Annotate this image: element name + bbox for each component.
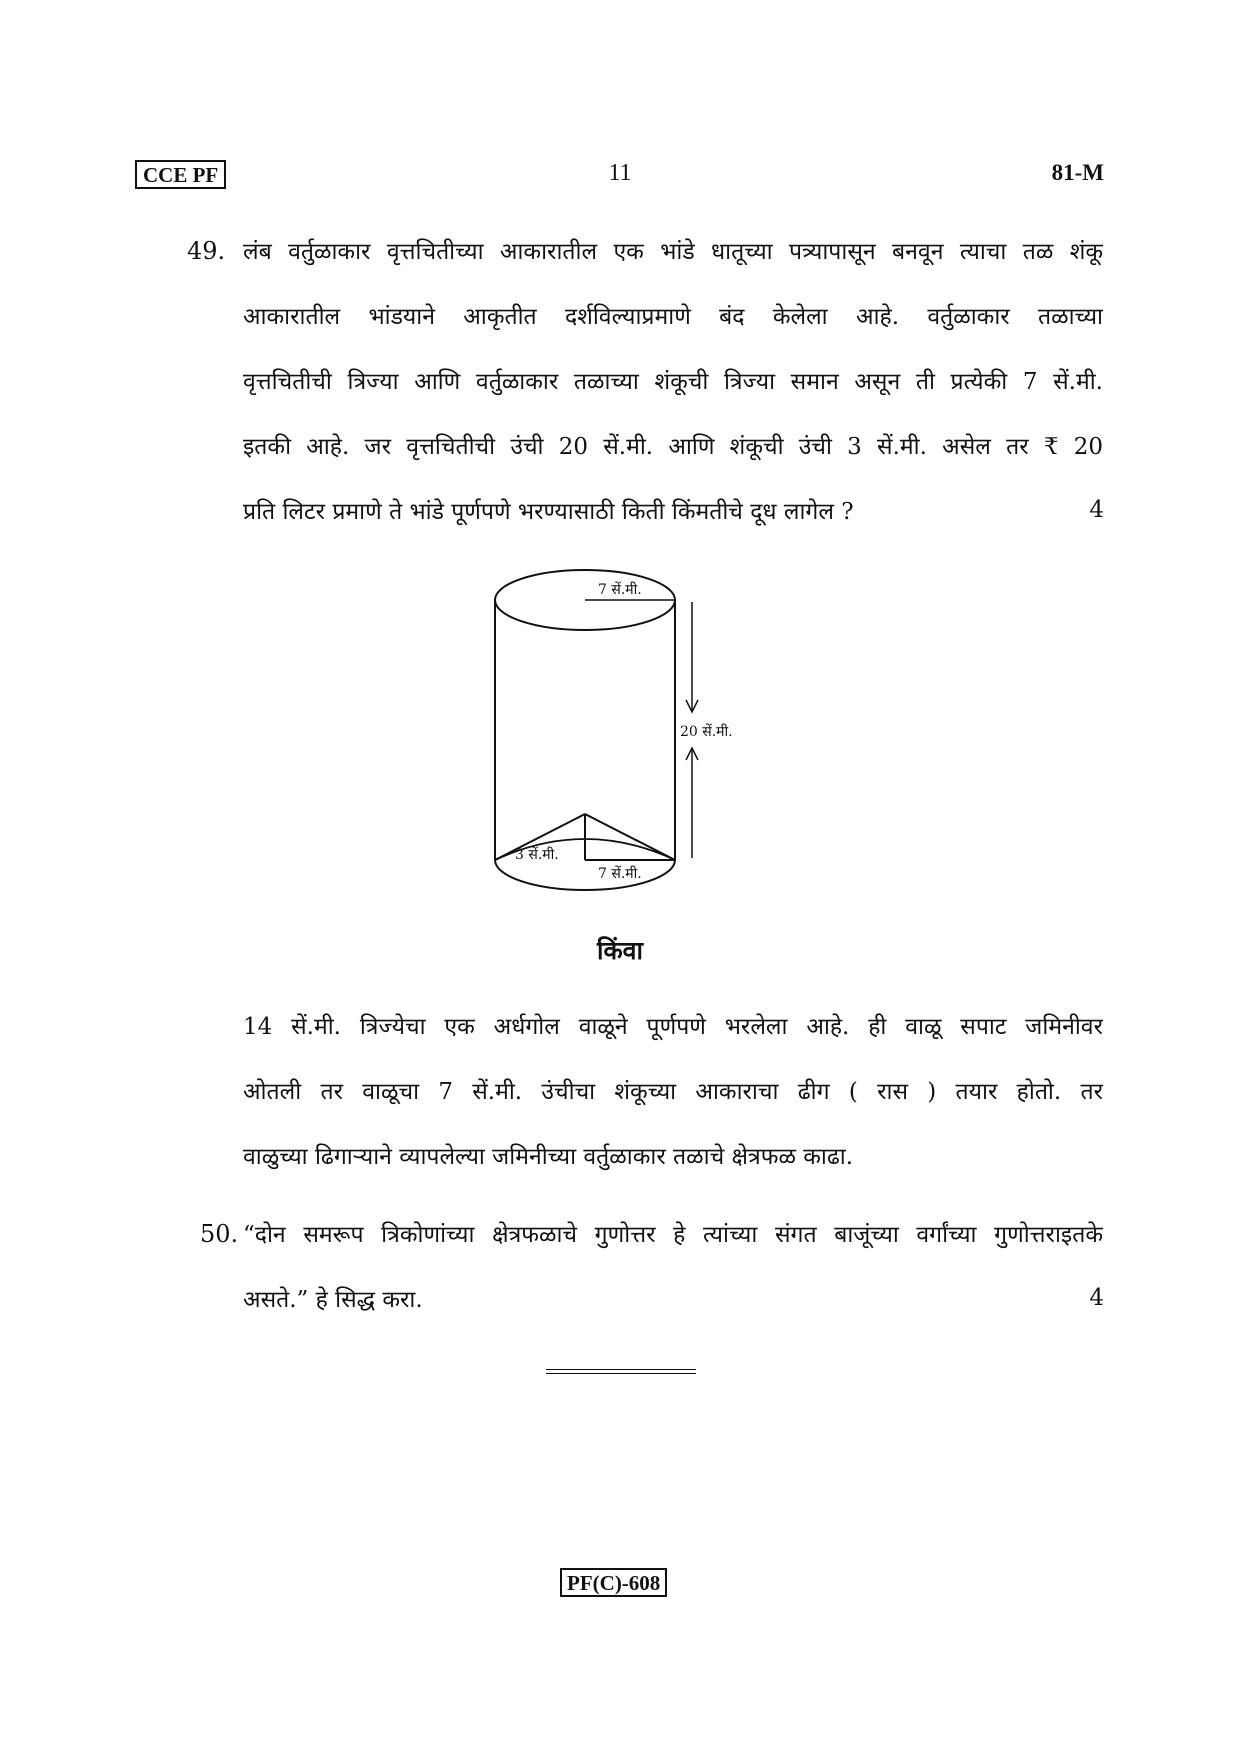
question-50-line-2: असते.” हे सिद्ध करा.	[243, 1287, 423, 1313]
question-50-line-1: “दोन समरूप त्रिकोणांच्या क्षेत्रफळाचे गुणोत्तर हे त्यांच्या संगत बाजूंच्या वर्गांच्या गुणोत्तराइतके	[243, 1222, 1103, 1248]
question-50-number: 50.	[200, 1220, 239, 1248]
question-49-line-2: आकारातील भांडयाने आकृतीत दर्शविल्याप्रमाणे बंद केलेला आहे. वर्तुळाकार तळाच्या	[243, 304, 1103, 330]
question-50-marks: 4	[1089, 1285, 1104, 1311]
cylinder-cone-figure	[470, 560, 770, 900]
page-number: 11	[608, 160, 632, 186]
question-49-marks: 4	[1089, 497, 1104, 523]
question-49-line-4: इतकी आहे. जर वृत्तचितीची उंची 20 सें.मी. आणि शंकूची उंची 3 सें.मी. असेल तर ₹ 20	[243, 434, 1103, 460]
end-double-rule	[546, 1369, 696, 1374]
cone-right-side	[585, 814, 675, 860]
question-49-alt-line-1: 14 सें.मी. त्रिज्येचा एक अर्धगोल वाळूने पूर्णपणे भरलेला आहे. ही वाळू सपाट जमिनीवर	[243, 1014, 1103, 1040]
or-label: किंवा	[596, 936, 644, 965]
footer-code: PF(C)-608	[560, 1568, 667, 1597]
question-49-number: 49.	[187, 237, 226, 265]
cone-height-label: 3 सें.मी.	[515, 847, 559, 863]
height-label: 20 सें.मी.	[680, 724, 733, 740]
header-right-code: 81-M	[1051, 160, 1104, 185]
header-left-code: CCE PF	[135, 160, 226, 189]
question-49-line-1: लंब वर्तुळाकार वृत्तचितीच्या आकारातील एक भांडे धातूच्या पत्र्यापासून बनवून त्याचा तळ शंकू	[243, 239, 1103, 265]
question-49-alt-line-3: वाळुच्या ढिगाऱ्याने व्यापलेल्या जमिनीच्या वर्तुळाकार तळाचे क्षेत्रफळ काढा.	[243, 1144, 854, 1170]
question-49-line-3: वृत्तचितीची त्रिज्या आणि वर्तुळाकार तळाच्या शंकूची त्रिज्या समान असून ती प्रत्येकी 7 सें.मी.	[243, 369, 1103, 395]
cone-radius-label: 7 सें.मी.	[598, 866, 642, 882]
question-49-alt-line-2: ओतली तर वाळूचा 7 सें.मी. उंचीचा शंकूच्या आकाराचा ढीग ( रास ) तयार होतो. तर	[243, 1079, 1103, 1105]
top-radius-label: 7 सें.मी.	[598, 582, 642, 598]
question-49-line-5: प्रति लिटर प्रमाणे ते भांडे पूर्णपणे भरण्यासाठी किती किंमतीचे दूध लागेल ?	[243, 499, 854, 525]
cylinder-bottom-front-arc	[495, 860, 675, 890]
